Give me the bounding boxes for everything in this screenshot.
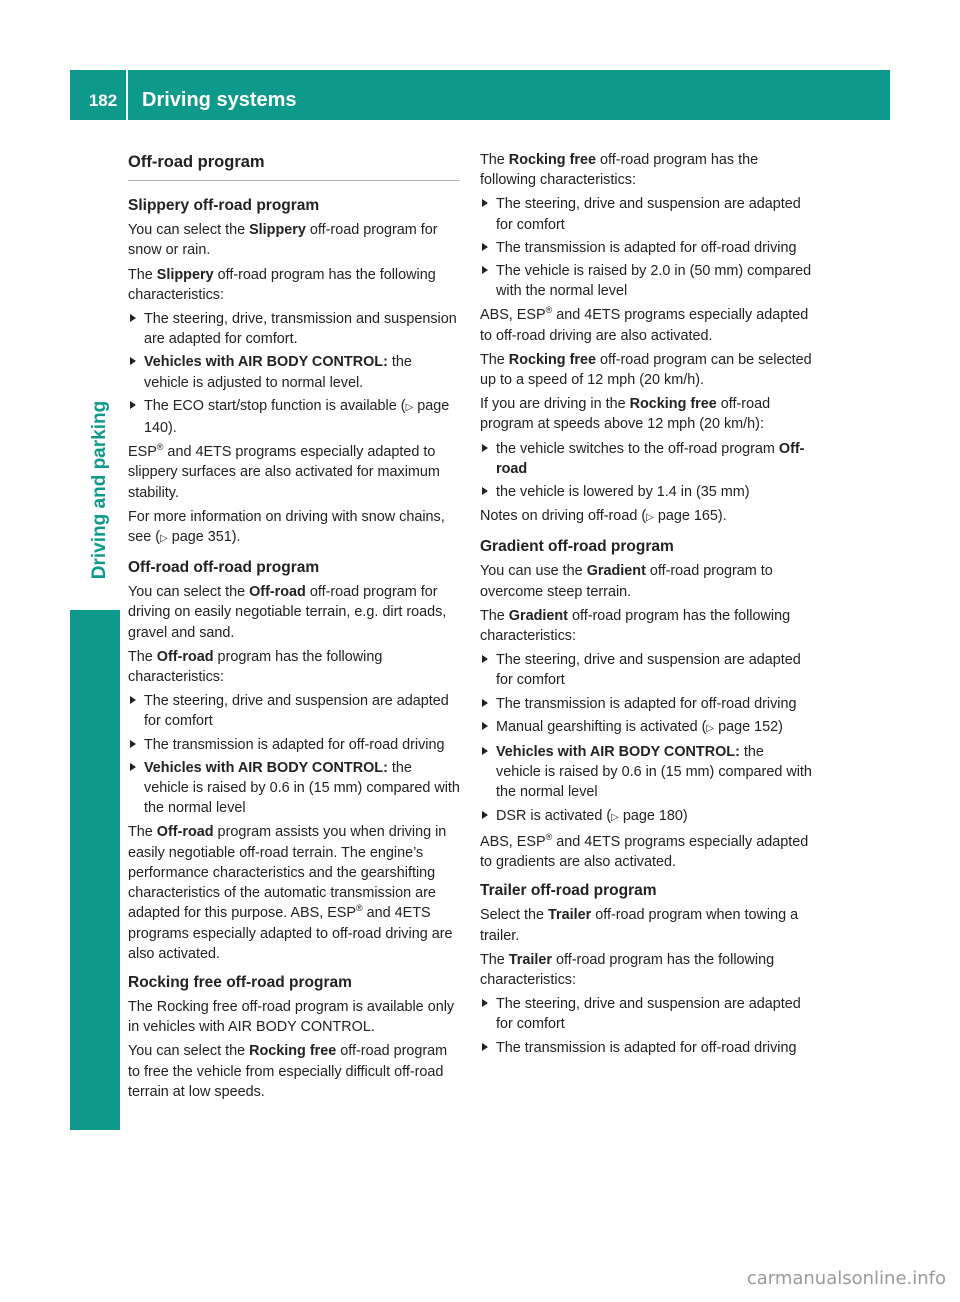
bullet-list	[480, 994, 812, 1058]
list-item: The vehicle is raised by 2.0 in (50 mm) compared with the normal level	[480, 261, 812, 301]
heading-trailer: Trailer off-road program	[480, 882, 657, 900]
chapter-title: Driving systems	[142, 89, 297, 111]
page-reference-link[interactable]: page 351	[171, 529, 232, 546]
list-item: The transmission is adapted for off-road driving	[128, 735, 460, 755]
paragraph: ABS, ESP® and 4ETS programs especially adapted to off-road driving are also activated.	[480, 305, 809, 344]
list-item: Vehicles with AIR BODY CONTROL: the vehicle is adjusted to normal level.	[128, 352, 460, 392]
watermark: carmanualsonline.info	[746, 1268, 946, 1289]
header-divider	[126, 70, 128, 120]
bullet-list	[128, 691, 460, 818]
paragraph: The Rocking free off-road program can be selected up to a speed of 12 mph (20 km/h).	[480, 351, 812, 389]
list-item: The transmission is adapted for off-road driving	[480, 238, 812, 258]
list-item: DSR is activated (▷ page 180)	[480, 806, 812, 828]
bullet-list	[480, 650, 812, 828]
paragraph: The Rocking free off-road program has the following characteristics:	[480, 152, 759, 189]
page-reference-link[interactable]: page 165	[657, 508, 718, 525]
page-reference-icon: ▷	[706, 722, 715, 734]
right-column	[480, 150, 812, 1062]
page-reference-icon: ▷	[405, 401, 414, 413]
paragraph: The Off-road program has the following characteristics:	[128, 648, 383, 686]
paragraph: If you are driving in the Rocking free off-road program at speeds above 12 mph (20 km/h):	[480, 396, 771, 433]
page-reference-icon: ▷	[611, 811, 619, 823]
side-tab-label-box	[80, 340, 120, 640]
list-item: the vehicle switches to the off-road program Off-road	[480, 439, 812, 479]
paragraph: The Off-road program assists you when driving in easily negotiable off-road terrain. The engine’s performance characteristics and the gearshifting characteristics of the automatic transmission are adapted for this purpose. ABS, ESP® and 4ETS programs especially adapted to off-road driving are also activated.	[128, 824, 453, 962]
heading-slippery: Slippery off-road program	[128, 197, 320, 215]
side-tab-block	[70, 610, 120, 1130]
list-item: The steering, drive and suspension are adapted for comfort	[480, 994, 812, 1034]
bullet-list	[480, 194, 812, 301]
side-tab	[70, 120, 120, 1130]
bullet-list	[480, 439, 812, 503]
paragraph: Select the Trailer off-road program when towing a trailer.	[480, 907, 799, 944]
heading-gradient: Gradient off-road program	[480, 538, 674, 556]
heading-off-road: Off-road off-road program	[128, 559, 320, 577]
heading-rocking-free: Rocking free off-road program	[128, 973, 352, 991]
paragraph: You can select the Rocking free off-road program to free the vehicle from especially difficult off-road terrain at low speeds.	[128, 1043, 448, 1100]
list-item: the vehicle is lowered by 1.4 in (35 mm)	[480, 482, 812, 502]
list-item: The steering, drive and suspension are adapted for comfort	[128, 691, 460, 731]
bullet-list	[128, 309, 460, 438]
list-item: The transmission is adapted for off-road driving	[480, 694, 812, 714]
section-title: Off-road program	[128, 152, 460, 181]
header-bar	[70, 70, 890, 120]
page-reference-link[interactable]: page 140	[144, 397, 450, 437]
paragraph: For more information on driving with snow chains, see (▷ page 351).	[128, 508, 445, 546]
side-tab-label: Driving and parking	[89, 400, 110, 580]
paragraph: ESP® and 4ETS programs especially adapted to slippery surfaces are also activated for maximum stability.	[128, 442, 440, 501]
list-item: The steering, drive and suspension are adapted for comfort	[480, 650, 812, 690]
page-reference-icon: ▷	[646, 512, 654, 524]
paragraph: The Slippery off-road program has the following characteristics:	[128, 266, 436, 303]
paragraph: The Trailer off-road program has the following characteristics:	[480, 951, 775, 988]
page-reference-link[interactable]: page 152	[718, 718, 779, 735]
list-item: The ECO start/stop function is available (▷ page 140).	[128, 396, 460, 438]
page-number: 182	[88, 91, 118, 110]
list-item: Vehicles with AIR BODY CONTROL: the vehicle is raised by 0.6 in (15 mm) compared with the normal level	[128, 758, 460, 819]
paragraph: Notes on driving off-road (▷ page 165).	[480, 508, 727, 525]
paragraph: The Gradient off-road program has the following characteristics:	[480, 607, 791, 645]
list-item: The steering, drive and suspension are adapted for comfort	[480, 194, 812, 234]
paragraph: ABS, ESP® and 4ETS programs especially adapted to gradients are also activated.	[480, 832, 809, 871]
page-reference-link[interactable]: page 180	[622, 807, 683, 824]
list-item: Vehicles with AIR BODY CONTROL: the vehicle is raised by 0.6 in (15 mm) compared with the normal level	[480, 742, 812, 803]
list-item: The transmission is adapted for off-road driving	[480, 1038, 812, 1058]
paragraph: You can select the Slippery off-road program for snow or rain.	[128, 222, 438, 259]
left-column	[128, 150, 460, 1106]
page-reference-icon: ▷	[160, 533, 168, 545]
paragraph: You can use the Gradient off-road program to overcome steep terrain.	[480, 563, 773, 600]
paragraph: You can select the Off-road off-road program for driving on easily negotiable terrain, e.g. dirt roads, gravel and sand.	[128, 584, 447, 641]
list-item: Manual gearshifting is activated (▷ page 152)	[480, 717, 812, 739]
paragraph: The Rocking free off-road program is available only in vehicles with AIR BODY CONTROL.	[128, 998, 455, 1036]
list-item: The steering, drive, transmission and suspension are adapted for comfort.	[128, 309, 460, 349]
